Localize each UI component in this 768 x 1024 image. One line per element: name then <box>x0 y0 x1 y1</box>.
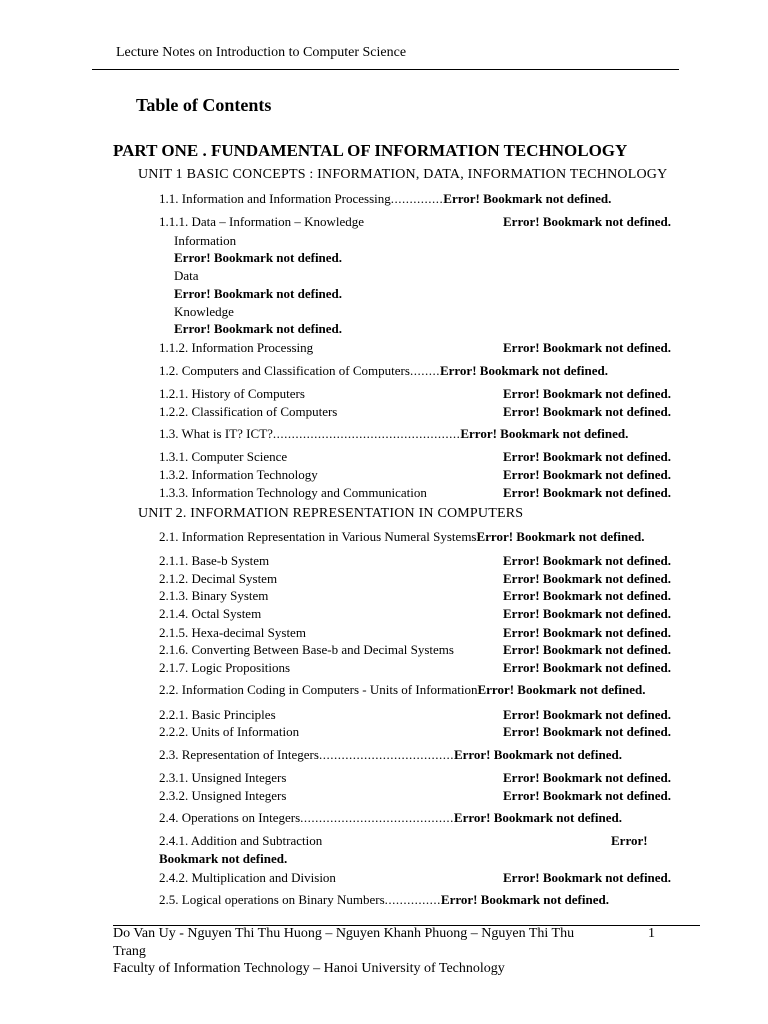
page-number: 1 <box>648 926 655 941</box>
toc-entry-2-1-7[interactable]: 2.1.7. Logic Propositions <box>159 660 291 675</box>
toc-error: Error! Bookmark not defined. <box>453 810 622 825</box>
toc-leader: ............... <box>384 892 441 907</box>
toc-entry-label: 2.1. Information Representation in Various Numeral Systems <box>159 529 477 544</box>
toc-entry-1-2[interactable] <box>159 363 608 379</box>
toc-error: Error! Bookmark not defined. <box>443 191 612 206</box>
toc-entry-2-3-1[interactable]: 2.3.1. Unsigned Integers <box>159 770 287 785</box>
toc-entry-2-1[interactable] <box>159 529 645 545</box>
toc-error: Error! Bookmark not defined. <box>503 449 672 464</box>
toc-error: Error! Bookmark not defined. <box>503 625 672 640</box>
toc-error: Error! Bookmark not defined. <box>503 553 672 568</box>
toc-entry-label: 2.5. Logical operations on Binary Numbers <box>159 892 385 907</box>
toc-entry-data[interactable]: Data <box>174 268 199 283</box>
toc-error: Error! Bookmark not defined. <box>503 467 672 482</box>
toc-error: Error! Bookmark not defined. <box>503 485 672 500</box>
toc-title: Table of Contents <box>136 95 272 115</box>
toc-error: Error! Bookmark not defined. <box>453 747 622 762</box>
toc-entry-1-1-1[interactable]: 1.1.1. Data – Information – Knowledge <box>159 214 365 229</box>
toc-entry-1-1[interactable] <box>159 191 611 207</box>
toc-error: Error! Bookmark not defined. <box>503 660 672 675</box>
toc-error: Error! Bookmark not defined. <box>440 892 609 907</box>
toc-entry-2-2[interactable] <box>159 682 646 698</box>
toc-entry-2-3-2[interactable]: 2.3.2. Unsigned Integers <box>159 788 287 803</box>
toc-error: Error! Bookmark not defined. <box>503 870 672 885</box>
toc-entry-2-1-2[interactable]: 2.1.2. Decimal System <box>159 571 278 586</box>
footer-faculty: Faculty of Information Technology – Hanoi University of Technology <box>113 961 505 976</box>
toc-entry-1-2-1[interactable]: 1.2.1. History of Computers <box>159 386 305 401</box>
toc-error: Error! Bookmark not defined. <box>503 214 672 229</box>
running-header: Lecture Notes on Introduction to Computer Science <box>116 45 407 60</box>
toc-entry-label: 1.3. What is IT? ICT? <box>159 426 273 441</box>
toc-entry-1-3-1[interactable]: 1.3.1. Computer Science <box>159 449 288 464</box>
toc-entry-1-3-2[interactable]: 1.3.2. Information Technology <box>159 467 318 482</box>
toc-entry-2-1-4[interactable]: 2.1.4. Octal System <box>159 606 262 621</box>
toc-error: Error! Bookmark not defined. <box>503 707 672 722</box>
toc-entry-2-1-3[interactable]: 2.1.3. Binary System <box>159 588 269 603</box>
header-rule <box>92 69 679 70</box>
toc-entry-2-4[interactable] <box>159 810 622 826</box>
toc-error: Bookmark not defined. <box>159 851 288 866</box>
toc-entry-2-1-6[interactable]: 2.1.6. Converting Between Base-b and Decimal Systems <box>159 642 454 657</box>
toc-error: Error! Bookmark not defined. <box>174 250 343 265</box>
toc-error: Error! Bookmark not defined. <box>503 606 672 621</box>
toc-entry-2-5[interactable] <box>159 892 609 908</box>
toc-entry-1-1-2[interactable]: 1.1.2. Information Processing <box>159 340 314 355</box>
toc-leader: .................................... <box>318 747 454 762</box>
toc-leader: .................................................. <box>272 426 461 441</box>
toc-error: Error! Bookmark not defined. <box>503 770 672 785</box>
toc-error: Error! Bookmark not defined. <box>503 404 672 419</box>
toc-error: Error! Bookmark not defined. <box>460 426 629 441</box>
toc-entry-label: 2.4. Operations on Integers <box>159 810 301 825</box>
toc-entry-2-1-1[interactable]: 2.1.1. Base-b System <box>159 553 270 568</box>
toc-entry-label: 1.2. Computers and Classification of Computers <box>159 363 410 378</box>
toc-error: Error! Bookmark not defined. <box>477 682 646 697</box>
toc-entry-2-3[interactable] <box>159 747 622 763</box>
toc-entry-2-4-2[interactable]: 2.4.2. Multiplication and Division <box>159 870 336 885</box>
footer-authors-cont: Trang <box>113 944 146 959</box>
unit-1-title[interactable]: UNIT 1 BASIC CONCEPTS : INFORMATION, DATA, INFORMATION TECHNOLOGY <box>138 167 668 182</box>
toc-error: Error! Bookmark not defined. <box>503 571 672 586</box>
toc-error: Error! Bookmark not defined. <box>476 529 645 544</box>
toc-error: Error! Bookmark not defined. <box>503 724 672 739</box>
toc-error: Error! Bookmark not defined. <box>174 321 343 336</box>
toc-entry-label: 2.2. Information Coding in Computers - Units of Information <box>159 682 478 697</box>
footer-authors: Do Van Uy - Nguyen Thi Thu Huong – Nguyen Khanh Phuong – Nguyen Thi Thu <box>113 926 575 941</box>
toc-entry-1-2-2[interactable]: 1.2.2. Classification of Computers <box>159 404 338 419</box>
toc-entry-1-3-3[interactable]: 1.3.3. Information Technology and Communication <box>159 485 427 500</box>
toc-entry-information[interactable]: Information <box>174 233 237 248</box>
toc-entry-1-3[interactable] <box>159 426 628 442</box>
toc-error: Error! Bookmark not defined. <box>503 588 672 603</box>
toc-entry-knowledge[interactable]: Knowledge <box>174 304 234 319</box>
toc-error: Error! <box>611 833 648 848</box>
toc-entry-2-2-2[interactable]: 2.2.2. Units of Information <box>159 724 300 739</box>
toc-entry-2-1-5[interactable]: 2.1.5. Hexa-decimal System <box>159 625 306 640</box>
toc-error: Error! Bookmark not defined. <box>503 340 672 355</box>
unit-2-title[interactable]: UNIT 2. INFORMATION REPRESENTATION IN COMPUTERS <box>138 506 524 521</box>
toc-entry-label: 1.1. Information and Information Processing <box>159 191 391 206</box>
part-title: PART ONE . FUNDAMENTAL OF INFORMATION TECHNOLOGY <box>113 141 628 160</box>
toc-entry-2-4-1[interactable]: 2.4.1. Addition and Subtraction <box>159 833 323 848</box>
toc-error: Error! Bookmark not defined. <box>503 642 672 657</box>
toc-entry-label: 2.3. Representation of Integers <box>159 747 319 762</box>
toc-leader: .............. <box>390 191 444 206</box>
toc-error: Error! Bookmark not defined. <box>439 363 608 378</box>
toc-leader: ......................................... <box>300 810 454 825</box>
toc-entry-2-2-1[interactable]: 2.2.1. Basic Principles <box>159 707 276 722</box>
toc-error: Error! Bookmark not defined. <box>503 788 672 803</box>
toc-error: Error! Bookmark not defined. <box>503 386 672 401</box>
toc-leader: ........ <box>409 363 440 378</box>
toc-error: Error! Bookmark not defined. <box>174 286 343 301</box>
